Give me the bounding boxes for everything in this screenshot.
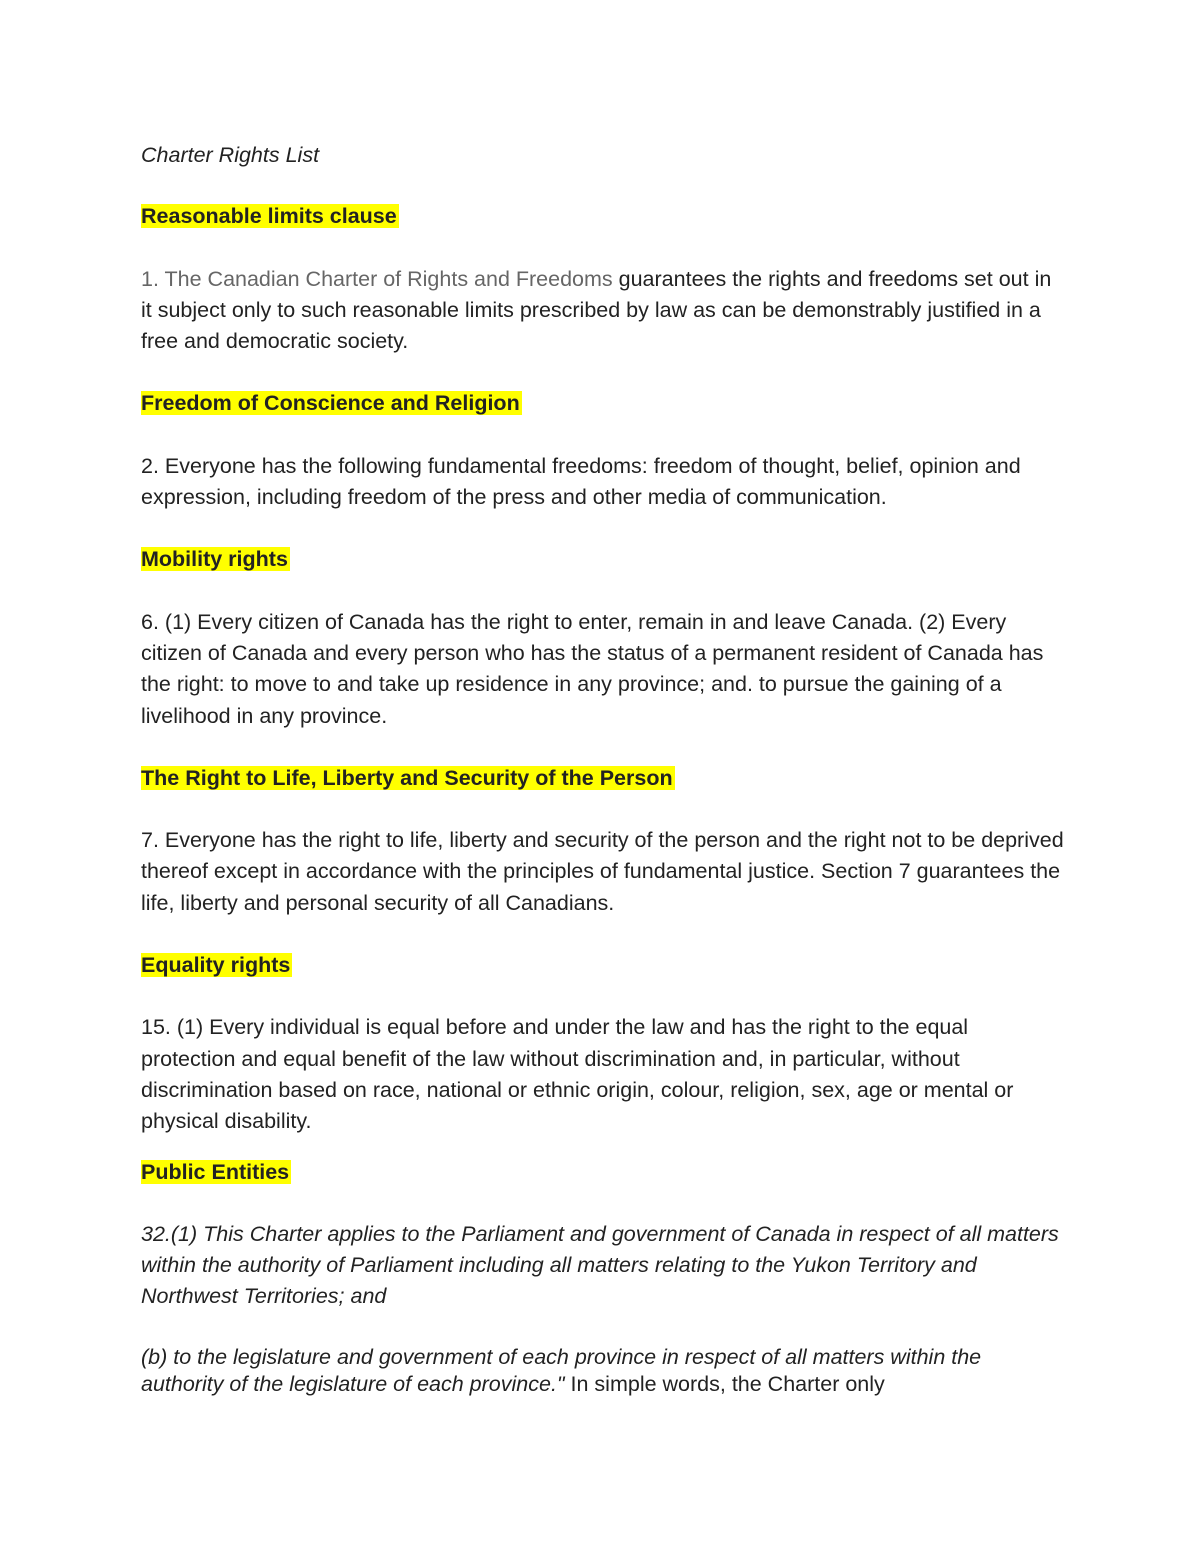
- section-text-mobility-rights: 6. (1) Every citizen of Canada has the right to enter, remain in and leave Canada. (2) Every citizen of Canada and every person who has the status of a permanent resident of Canada has the right: to move to and take up residence in any province; and. to pursue the gaining of a livelihood in any province.: [141, 609, 1044, 728]
- section-heading-mobility-rights: [141, 544, 1066, 575]
- section-text-public-entities: 32.(1) This Charter applies to the Parliament and government of Canada in respect of all matters within the authority of Parliament including all matters relating to the Yukon Territory and Northwest Territories; and: [141, 1221, 1059, 1309]
- section-text-life-liberty: 7. Everyone has the right to life, liberty and security of the person and the right not to be deprived thereof except in accordance with the principles of fundamental justice. Section 7 guarantees the life, liberty and personal security of all Canadians.: [141, 828, 1064, 915]
- clause-b-text: (b) to the legislature and government of each province in respect of all matters within the authority of the legislature of each province.": [141, 1344, 982, 1396]
- document-page: [141, 140, 1066, 1398]
- section-text-public-entities-b: [141, 1344, 1066, 1398]
- heading-highlight: Mobility rights: [141, 547, 288, 572]
- section-text-rest: guarantees the rights and freedoms set out in it subject only to such reasonable limits prescribed by law as can be demonstrably justified in a free and democratic society.: [141, 266, 1052, 354]
- section-text-freedom-conscience: 2. Everyone has the following fundamental freedoms: freedom of thought, belief, opinion and expression, including freedom of the press and other media of communication.: [141, 453, 1021, 510]
- section-text-reasonable-limits: [141, 264, 1066, 358]
- charter-name-text: 1. The Canadian Charter of Rights and Freedoms: [141, 266, 613, 291]
- heading-highlight: Reasonable limits clause: [141, 204, 397, 229]
- section-heading-public-entities: [141, 1157, 1066, 1188]
- section-heading-life-liberty: [141, 763, 1066, 794]
- section-heading-reasonable-limits: [141, 201, 1066, 232]
- heading-highlight: Public Entities: [141, 1159, 290, 1184]
- document-title: Charter Rights List: [141, 143, 320, 167]
- clause-b-rest: In simple words, the Charter only: [564, 1371, 885, 1396]
- section-heading-equality-rights: [141, 950, 1066, 981]
- section-text-equality-rights: 15. (1) Every individual is equal before and under the law and has the right to the equal protection and equal benefit of the law without discrimination and, in particular, without discrimination based on race, national or ethnic origin, colour, religion, sex, age or mental or physical disability.: [141, 1015, 1014, 1134]
- heading-highlight: Equality rights: [141, 953, 291, 978]
- heading-highlight: Freedom of Conscience and Religion: [141, 391, 520, 416]
- section-heading-freedom-conscience: [141, 388, 1066, 419]
- heading-highlight: The Right to Life, Liberty and Security of the Person: [141, 765, 673, 790]
